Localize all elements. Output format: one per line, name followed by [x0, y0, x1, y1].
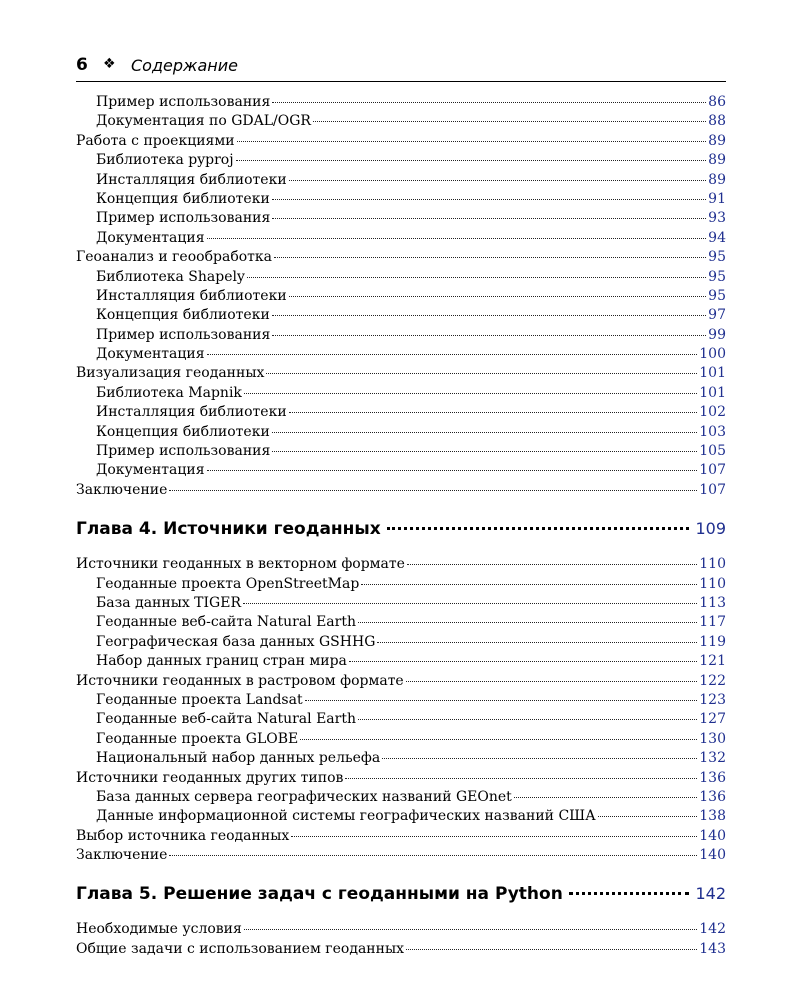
- toc-entry[interactable]: [76, 770, 726, 789]
- toc-entry-title: База данных сервера географических названий GEOnet: [96, 788, 512, 805]
- toc-entry-title: Национальный набор данных рельефа: [96, 750, 381, 767]
- dot-leader: [514, 797, 697, 798]
- toc-page-number[interactable]: 109: [695, 519, 726, 539]
- toc-entry-title: Геоданные проекта OpenStreetMap: [96, 575, 360, 592]
- toc-entry-title: Пример использования: [96, 94, 271, 110]
- toc-page-number[interactable]: 142: [695, 884, 726, 904]
- toc-entry-title: Геоданные веб-сайта Natural Earth: [96, 711, 356, 728]
- toc-page-number[interactable]: 93: [708, 210, 726, 227]
- toc-subentry[interactable]: [76, 288, 726, 307]
- dot-leader: [207, 354, 698, 355]
- dot-leader: [406, 949, 697, 950]
- toc-entry[interactable]: [76, 556, 726, 575]
- toc-entry[interactable]: [76, 847, 726, 866]
- toc-subentry[interactable]: [76, 692, 726, 711]
- toc-subentry[interactable]: [76, 614, 726, 633]
- dot-leader: [272, 451, 697, 452]
- dot-leader: [274, 257, 706, 258]
- section-title: Содержание: [131, 56, 238, 75]
- dot-leader: [272, 335, 706, 336]
- toc-entry[interactable]: [76, 249, 726, 268]
- toc-entry-title: Визуализация геоданных: [76, 365, 265, 382]
- dot-leader: [345, 778, 697, 779]
- toc-chapter-heading[interactable]: [76, 519, 726, 553]
- toc-subentry[interactable]: [76, 404, 726, 423]
- dot-leader: [244, 929, 697, 930]
- toc-subentry[interactable]: [76, 789, 726, 808]
- toc-subentry[interactable]: [76, 191, 726, 210]
- toc-subentry[interactable]: [76, 462, 726, 481]
- dot-leader: [266, 373, 697, 374]
- dot-leader: [387, 527, 690, 530]
- dot-leader: [272, 102, 706, 103]
- toc-page-number[interactable]: 94: [708, 229, 726, 246]
- toc-subentry[interactable]: [76, 808, 726, 827]
- diamond-ornament-icon: ❖: [103, 56, 116, 72]
- toc-entry-title: Данные информационной системы географических названий США: [96, 808, 596, 825]
- toc-entry-title: Источники геоданных других типов: [76, 769, 344, 786]
- toc-subentry[interactable]: [76, 172, 726, 191]
- toc-subentry[interactable]: [76, 750, 726, 769]
- toc-entry[interactable]: [76, 482, 726, 501]
- toc-entry-title: Документация: [96, 346, 205, 363]
- toc-entry-title: Документация: [96, 462, 205, 479]
- dot-leader: [207, 238, 707, 239]
- toc-entry-title: Набор данных границ стран мира: [96, 653, 347, 670]
- toc-entry-title: Концепция библиотеки: [96, 423, 270, 440]
- toc-page-number[interactable]: 89: [708, 171, 726, 188]
- toc-entry-title: Необходимые условия: [76, 921, 242, 938]
- toc-entry-title: Инсталляция библиотеки: [96, 171, 287, 188]
- toc-page-number[interactable]: 143: [699, 940, 726, 957]
- toc-entry-title: Заключение: [76, 481, 168, 498]
- toc-page-number[interactable]: 110: [699, 556, 726, 573]
- toc-entry[interactable]: [76, 828, 726, 847]
- toc-entry-title: Геоанализ и геообработка: [76, 249, 273, 266]
- toc-entry-title: Концепция библиотеки: [96, 307, 270, 324]
- toc-entry-title: Работа с проекциями: [76, 132, 235, 149]
- toc-subentry[interactable]: [76, 94, 726, 113]
- dot-leader: [289, 296, 707, 297]
- toc-entry-title: Выбор источника геоданных: [76, 827, 290, 844]
- toc-page-number[interactable]: 138: [699, 808, 726, 825]
- dot-leader: [377, 642, 697, 643]
- toc-entry-title: Источники геоданных в растровом формате: [76, 672, 404, 689]
- toc-subentry[interactable]: [76, 346, 726, 365]
- toc-subentry[interactable]: [76, 269, 726, 288]
- toc-page-number[interactable]: 140: [699, 827, 726, 844]
- toc-entry-title: Пример использования: [96, 443, 271, 460]
- dot-leader: [358, 622, 697, 623]
- toc-page-number[interactable]: 95: [708, 249, 726, 266]
- toc-page-number[interactable]: 100: [699, 346, 726, 363]
- toc-subentry[interactable]: [76, 230, 726, 249]
- toc-entry-title: Глава 4. Источники геоданных: [76, 519, 381, 540]
- toc-entry-title: Геоданные веб-сайта Natural Earth: [96, 614, 356, 631]
- toc-entry-title: Инсталляция библиотеки: [96, 287, 287, 304]
- dot-leader: [289, 412, 698, 413]
- dot-leader: [300, 739, 697, 740]
- dot-leader: [169, 490, 697, 491]
- toc-page-number[interactable]: 140: [699, 847, 726, 864]
- toc-page-number[interactable]: 91: [708, 190, 726, 207]
- toc-entry[interactable]: [76, 921, 726, 940]
- toc-entry-title: Библиотека Mapnik: [96, 384, 242, 401]
- toc-subentry[interactable]: [76, 210, 726, 229]
- toc-entry-title: Глава 5. Решение задач с геоданными на Python: [76, 884, 563, 905]
- toc-page-number[interactable]: 101: [699, 384, 726, 401]
- toc-entry-title: База данных TIGER: [96, 594, 241, 611]
- toc-entry-title: Документация: [96, 229, 205, 246]
- dot-leader: [382, 758, 697, 759]
- toc-page-number[interactable]: 101: [699, 365, 726, 382]
- toc-page-number[interactable]: 105: [699, 443, 726, 460]
- toc-subentry[interactable]: [76, 307, 726, 326]
- toc-page-number[interactable]: 132: [699, 750, 726, 767]
- toc-page-number[interactable]: 130: [699, 730, 726, 747]
- dot-leader: [272, 315, 706, 316]
- toc-entry[interactable]: [76, 133, 726, 152]
- toc-page-number[interactable]: 103: [699, 423, 726, 440]
- toc-subentry[interactable]: [76, 327, 726, 346]
- toc-page-number[interactable]: 123: [699, 691, 726, 708]
- dot-leader: [358, 719, 697, 720]
- toc-page-number[interactable]: 107: [699, 462, 726, 479]
- toc-page-number[interactable]: 113: [699, 594, 726, 611]
- toc-entry-title: Географическая база данных GSHHG: [96, 633, 376, 650]
- toc-entry-title: Документация по GDAL/OGR: [96, 113, 311, 130]
- toc-chapter-heading[interactable]: [76, 884, 726, 918]
- toc-entry[interactable]: [76, 941, 726, 960]
- toc-page-number[interactable]: 89: [708, 132, 726, 149]
- toc-entry-title: Пример использования: [96, 326, 271, 343]
- toc-entry-title: Библиотека Shapely: [96, 268, 245, 285]
- toc-page-number[interactable]: 107: [699, 481, 726, 498]
- dot-leader: [237, 141, 707, 142]
- dot-leader: [407, 564, 697, 565]
- dot-leader: [361, 584, 697, 585]
- toc-subentry[interactable]: [76, 653, 726, 672]
- toc-page-number[interactable]: 117: [699, 614, 726, 631]
- dot-leader: [236, 160, 707, 161]
- toc-subentry[interactable]: [76, 443, 726, 462]
- dot-leader: [272, 432, 697, 433]
- toc-page-number[interactable]: 136: [699, 769, 726, 786]
- running-header: [76, 55, 726, 82]
- toc-page-number[interactable]: 89: [708, 152, 726, 169]
- toc-entry[interactable]: [76, 365, 726, 384]
- toc-entry-title: Общие задачи с использованием геоданных: [76, 940, 405, 957]
- dot-leader: [313, 121, 706, 122]
- toc-page-number[interactable]: 95: [708, 268, 726, 285]
- dot-leader: [598, 816, 698, 817]
- toc-entry-title: Инсталляция библиотеки: [96, 404, 287, 421]
- dot-leader: [243, 603, 697, 604]
- toc-subentry[interactable]: [76, 152, 726, 171]
- dot-leader: [272, 199, 706, 200]
- table-of-contents: [76, 94, 726, 960]
- toc-page-number[interactable]: 136: [699, 788, 726, 805]
- dot-leader: [349, 661, 697, 662]
- toc-subentry[interactable]: [76, 576, 726, 595]
- dot-leader: [169, 855, 697, 856]
- dot-leader: [289, 180, 707, 181]
- toc-subentry[interactable]: [76, 595, 726, 614]
- dot-leader: [569, 892, 690, 895]
- toc-entry-title: Концепция библиотеки: [96, 190, 270, 207]
- toc-entry-title: Пример использования: [96, 210, 271, 227]
- toc-page-number[interactable]: 102: [699, 404, 726, 421]
- toc-subentry[interactable]: [76, 711, 726, 730]
- toc-subentry[interactable]: [76, 113, 726, 132]
- toc-entry-title: Источники геоданных в векторном формате: [76, 556, 405, 573]
- toc-page-number[interactable]: 99: [708, 326, 726, 343]
- toc-page-number[interactable]: 121: [699, 653, 726, 670]
- toc-page-number[interactable]: 95: [708, 287, 726, 304]
- toc-subentry[interactable]: [76, 385, 726, 404]
- page-number: 6: [76, 55, 88, 75]
- toc-subentry[interactable]: [76, 424, 726, 443]
- toc-page-number[interactable]: 122: [699, 672, 726, 689]
- dot-leader: [207, 470, 698, 471]
- dot-leader: [272, 218, 706, 219]
- toc-entry-title: Геоданные проекта GLOBE: [96, 730, 299, 747]
- toc-entry-title: Геоданные проекта Landsat: [96, 691, 303, 708]
- toc-page-number[interactable]: 110: [699, 575, 726, 592]
- toc-entry-title: Заключение: [76, 847, 168, 864]
- dot-leader: [291, 836, 697, 837]
- dot-leader: [247, 277, 706, 278]
- toc-subentry[interactable]: [76, 731, 726, 750]
- toc-page-number[interactable]: 97: [708, 307, 726, 324]
- dot-leader: [305, 700, 698, 701]
- toc-entry-title: Библиотека pyproj: [96, 152, 234, 169]
- toc-page-number[interactable]: 127: [699, 711, 726, 728]
- toc-page-number[interactable]: 119: [699, 633, 726, 650]
- toc-page-number[interactable]: 88: [708, 113, 726, 130]
- toc-page-number[interactable]: 142: [699, 921, 726, 938]
- toc-subentry[interactable]: [76, 634, 726, 653]
- dot-leader: [406, 681, 698, 682]
- dot-leader: [244, 393, 697, 394]
- toc-page-number[interactable]: 86: [708, 94, 726, 110]
- toc-entry[interactable]: [76, 673, 726, 692]
